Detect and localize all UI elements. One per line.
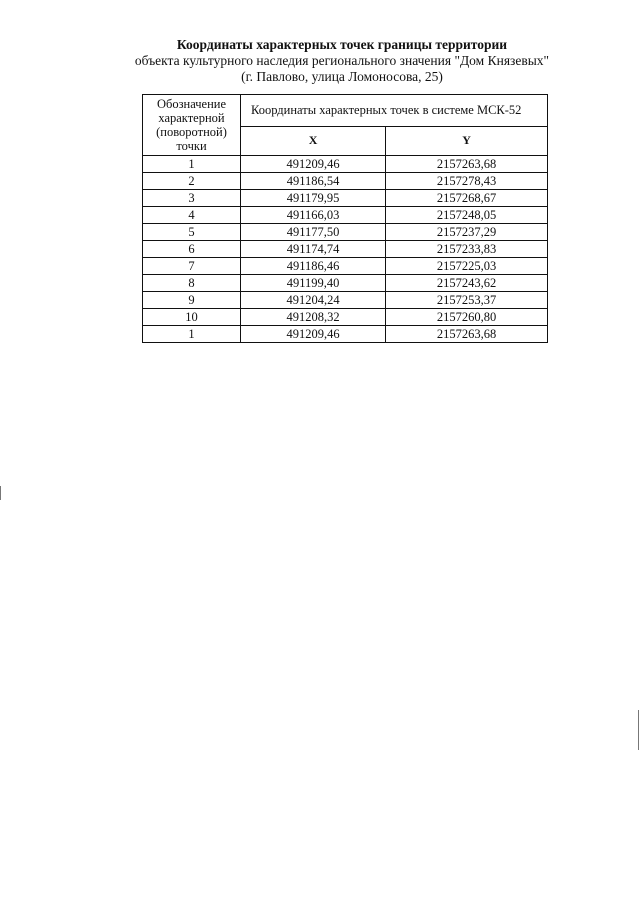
cell-y: 2157233,83: [386, 241, 548, 258]
cell-x: 491186,46: [241, 258, 386, 275]
table-row: [143, 326, 548, 343]
cell-x: 491166,03: [241, 207, 386, 224]
table-row: [143, 275, 548, 292]
cell-x: 491209,46: [241, 326, 386, 343]
cell-point: 5: [143, 224, 241, 241]
table-row: [143, 190, 548, 207]
cell-point: 8: [143, 275, 241, 292]
cell-y: 2157225,03: [386, 258, 548, 275]
cell-point: 1: [143, 326, 241, 343]
cell-point: 4: [143, 207, 241, 224]
header-coordinate-system: Координаты характерных точек в системе МСК-52: [241, 95, 548, 127]
header-y: Y: [386, 126, 548, 155]
table-row: [143, 292, 548, 309]
cell-x: 491204,24: [241, 292, 386, 309]
cell-point: 1: [143, 156, 241, 173]
cell-x: 491174,74: [241, 241, 386, 258]
cell-x: 491177,50: [241, 224, 386, 241]
scan-edge-mark-right: [638, 710, 639, 750]
document-header: [0, 37, 640, 85]
cell-point: 10: [143, 309, 241, 326]
cell-y: 2157263,68: [386, 156, 548, 173]
cell-x: 491179,95: [241, 190, 386, 207]
table-row: [143, 207, 548, 224]
cell-x: 491186,54: [241, 173, 386, 190]
document-subtitle-line1: объекта культурного наследия регионального значения "Дом Князевых": [134, 53, 550, 68]
table-row: [143, 173, 548, 190]
cell-y: 2157268,67: [386, 190, 548, 207]
cell-y: 2157243,62: [386, 275, 548, 292]
cell-y: 2157260,80: [386, 309, 548, 326]
cell-y: 2157278,43: [386, 173, 548, 190]
document-title: Координаты характерных точек границы территории: [176, 37, 508, 52]
cell-y: 2157263,68: [386, 326, 548, 343]
table-row: [143, 224, 548, 241]
cell-point: 7: [143, 258, 241, 275]
cell-x: 491209,46: [241, 156, 386, 173]
cell-x: 491199,40: [241, 275, 386, 292]
table-row: [143, 309, 548, 326]
coordinates-table: [142, 94, 548, 343]
cell-point: 2: [143, 173, 241, 190]
cell-point: 9: [143, 292, 241, 309]
cell-y: 2157253,37: [386, 292, 548, 309]
table-body: [143, 156, 548, 343]
document-subtitle-line2: (г. Павлово, улица Ломоносова, 25): [241, 69, 443, 84]
header-point-designation: Обозначение характерной (поворотной) точки: [143, 95, 241, 156]
table-row: [143, 156, 548, 173]
table-row: [143, 241, 548, 258]
cell-point: 3: [143, 190, 241, 207]
cell-y: 2157237,29: [386, 224, 548, 241]
header-x: X: [241, 126, 386, 155]
scan-edge-mark-left: [0, 486, 1, 500]
cell-x: 491208,32: [241, 309, 386, 326]
cell-y: 2157248,05: [386, 207, 548, 224]
table-row: [143, 258, 548, 275]
cell-point: 6: [143, 241, 241, 258]
